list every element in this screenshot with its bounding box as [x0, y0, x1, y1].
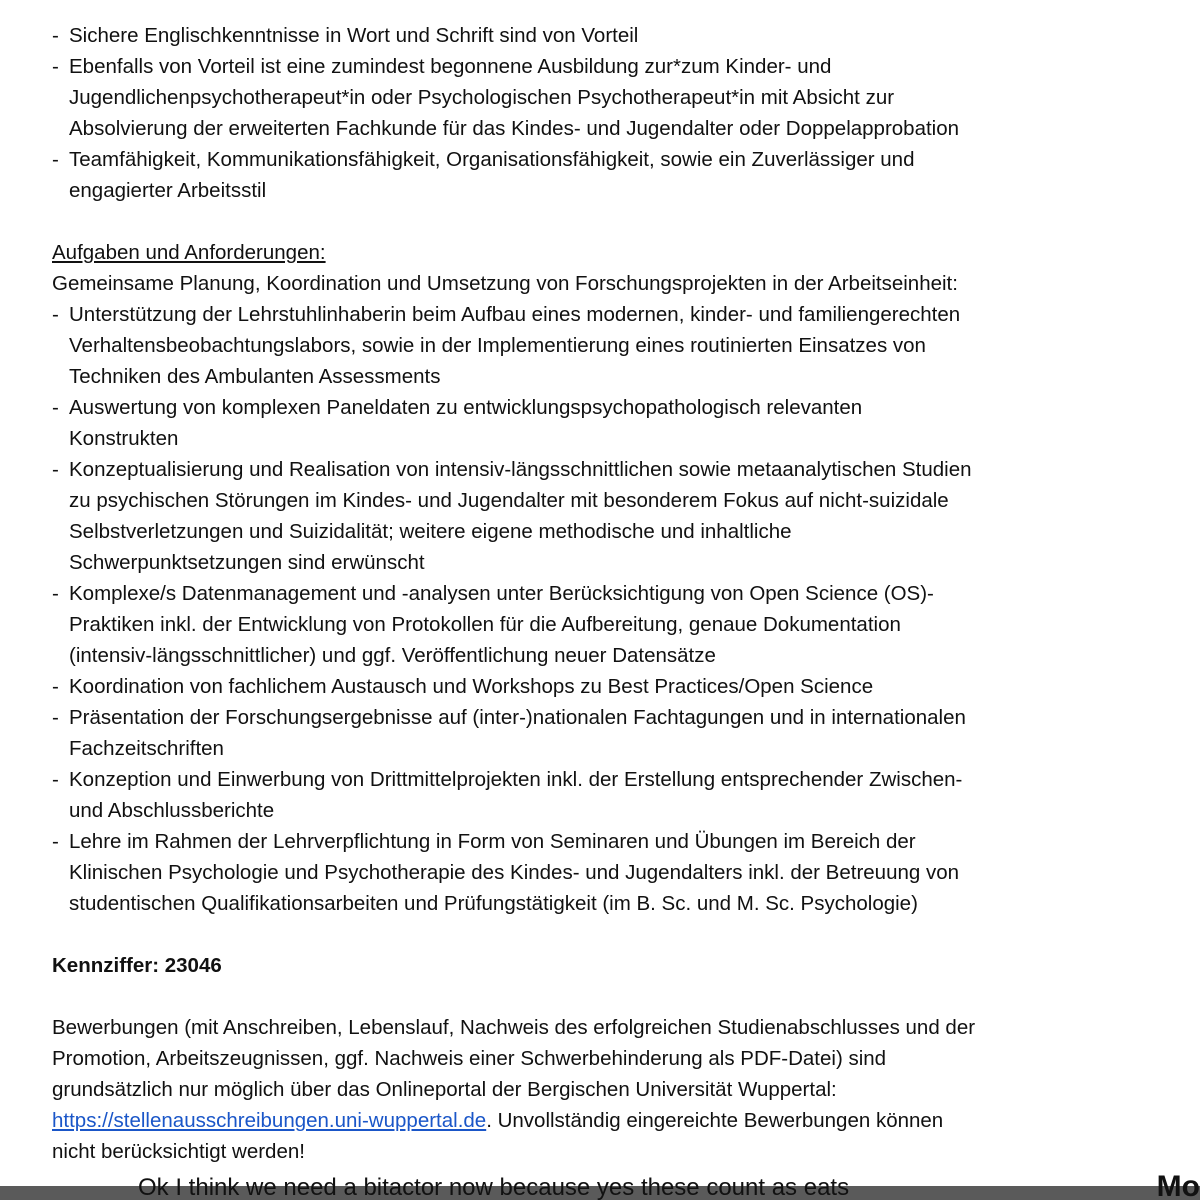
list-item-line: Selbstverletzungen und Suizidalität; weitere eigene methodische und inhaltliche: [69, 520, 792, 543]
list-item-line: Absolvierung der erweiterten Fachkunde für das Kindes- und Jugendalter oder Doppelapprobation: [69, 117, 960, 140]
list-item: [52, 702, 1172, 764]
list-item-text: Konzeption und Einwerbung von Drittmittelprojekten inkl. der Erstellung entsprechender Zwischen-: [69, 768, 963, 791]
tasks-list: [52, 299, 1172, 919]
list-item-line: Schwerpunktsetzungen sind erwünscht: [69, 551, 425, 574]
tasks-heading: Aufgaben und Anforderungen:: [52, 241, 326, 264]
application-line: grundsätzlich nur möglich über das Onlineportal der Bergischen Universität Wuppertal:: [52, 1078, 837, 1101]
reference-number: Kennziffer: 23046: [52, 954, 222, 977]
bullet-dash: -: [52, 24, 59, 47]
list-item-line: und Abschlussberichte: [69, 799, 275, 822]
bullet-dash: -: [52, 582, 59, 605]
list-item-text: Präsentation der Forschungsergebnisse auf (inter-)nationalen Fachtagungen und in internationalen: [69, 706, 966, 729]
list-item: [52, 144, 1172, 206]
list-item-text: Ebenfalls von Vorteil ist eine zumindest begonnene Ausbildung zur*zum Kinder- und: [69, 55, 832, 78]
list-item-line: [52, 299, 1172, 330]
list-item-line: [52, 20, 1172, 51]
spacer: [52, 919, 1172, 950]
list-item-line: [52, 826, 1172, 857]
bullet-dash: -: [52, 148, 59, 171]
list-item-line: Klinischen Psychologie und Psychotherapie des Kindes- und Jugendalters inkl. der Betreuung von: [69, 861, 960, 884]
list-item-line: (intensiv-längsschnittlicher) und ggf. Veröffentlichung neuer Datensätze: [69, 644, 716, 667]
list-item-text: Auswertung von komplexen Paneldaten zu entwicklungspsychopathologisch relevanten: [69, 396, 863, 419]
bullet-dash: -: [52, 706, 59, 729]
list-item-text: Konzeptualisierung und Realisation von intensiv-längsschnittlichen sowie metaanalytischen Studien: [69, 458, 972, 481]
list-item-line: Verhaltensbeobachtungslabors, sowie in der Implementierung eines routinierten Einsatzes von: [69, 334, 926, 357]
bullet-dash: -: [52, 396, 59, 419]
application-line: [52, 1105, 1172, 1136]
bullet-dash: -: [52, 303, 59, 326]
list-item-line: [52, 392, 1172, 423]
requirements-list: [52, 20, 1172, 206]
list-item: [52, 764, 1172, 826]
list-item: [52, 299, 1172, 392]
list-item: [52, 671, 1172, 702]
list-item-line: studentischen Qualifikationsarbeiten und Prüfungstätigkeit (im B. Sc. und M. Sc. Psychologie): [69, 892, 918, 915]
list-item: [52, 51, 1172, 144]
list-item-line: [52, 764, 1172, 795]
list-item: [52, 454, 1172, 578]
bottom-overlay-text: Ok I think we need a bitactor now because yes these count as eats: [138, 1174, 850, 1201]
list-item-text: Koordination von fachlichem Austausch und Workshops zu Best Practices/Open Science: [69, 675, 874, 698]
list-item-line: Praktiken inkl. der Entwicklung von Protokollen für die Aufbereitung, genaue Dokumentation: [69, 613, 901, 636]
application-portal-link[interactable]: https://stellenausschreibungen.uni-wuppertal.de: [52, 1109, 487, 1132]
list-item-line: [52, 578, 1172, 609]
list-item-text: Komplexe/s Datenmanagement und -analysen unter Berücksichtigung von Open Science (OS)-: [69, 582, 934, 605]
application-line: Bewerbungen (mit Anschreiben, Lebenslauf, Nachweis des erfolgreichen Studienabschlusses und der: [52, 1016, 976, 1039]
bullet-dash: -: [52, 830, 59, 853]
list-item-line: [52, 702, 1172, 733]
list-item-line: [52, 454, 1172, 485]
spacer: [52, 206, 1172, 237]
list-item-line: [52, 51, 1172, 82]
list-item-text: Unterstützung der Lehrstuhlinhaberin beim Aufbau eines modernen, kinder- und familiengerechten: [69, 303, 961, 326]
list-item-line: engagierter Arbeitsstil: [69, 179, 267, 202]
list-item-text: Lehre im Rahmen der Lehrverpflichtung in Form von Seminaren und Übungen im Bereich der: [69, 830, 916, 853]
application-line: Promotion, Arbeitszeugnissen, ggf. Nachweis einer Schwerbehinderung als PDF-Datei) sind: [52, 1047, 887, 1070]
list-item: [52, 578, 1172, 671]
bottom-overlay-band: [0, 1170, 1200, 1203]
list-item-line: Jugendlichenpsychotherapeut*in oder Psychologischen Psychotherapeut*in mit Absicht zur: [69, 86, 895, 109]
list-item-line: Techniken des Ambulanten Assessments: [69, 365, 441, 388]
list-item: [52, 20, 1172, 51]
bullet-dash: -: [52, 675, 59, 698]
list-item-line: Konstrukten: [69, 427, 179, 450]
tasks-intro: Gemeinsame Planung, Koordination und Umsetzung von Forschungsprojekten in der Arbeitseinheit:: [52, 272, 958, 295]
bullet-dash: -: [52, 55, 59, 78]
list-item: [52, 392, 1172, 454]
application-line-rest: . Unvollständig eingereichte Bewerbungen können: [486, 1109, 944, 1132]
bullet-dash: -: [52, 768, 59, 791]
list-item-text: Teamfähigkeit, Kommunikationsfähigkeit, Organisationsfähigkeit, sowie ein Zuverlässiger und: [69, 148, 915, 171]
spacer: [52, 981, 1172, 1012]
document-content: [52, 20, 1172, 1167]
bottom-overlay-right-text: Mo: [1156, 1170, 1200, 1203]
application-line: nicht berücksichtigt werden!: [52, 1140, 305, 1163]
list-item: [52, 826, 1172, 919]
list-item-line: zu psychischen Störungen im Kindes- und Jugendalter mit besonderem Fokus auf nicht-suizidale: [69, 489, 949, 512]
list-item-line: [52, 671, 1172, 702]
bullet-dash: -: [52, 458, 59, 481]
list-item-line: Fachzeitschriften: [69, 737, 224, 760]
application-paragraph: [52, 1012, 1172, 1167]
list-item-line: [52, 144, 1172, 175]
list-item-text: Sichere Englischkenntnisse in Wort und Schrift sind von Vorteil: [69, 24, 639, 47]
